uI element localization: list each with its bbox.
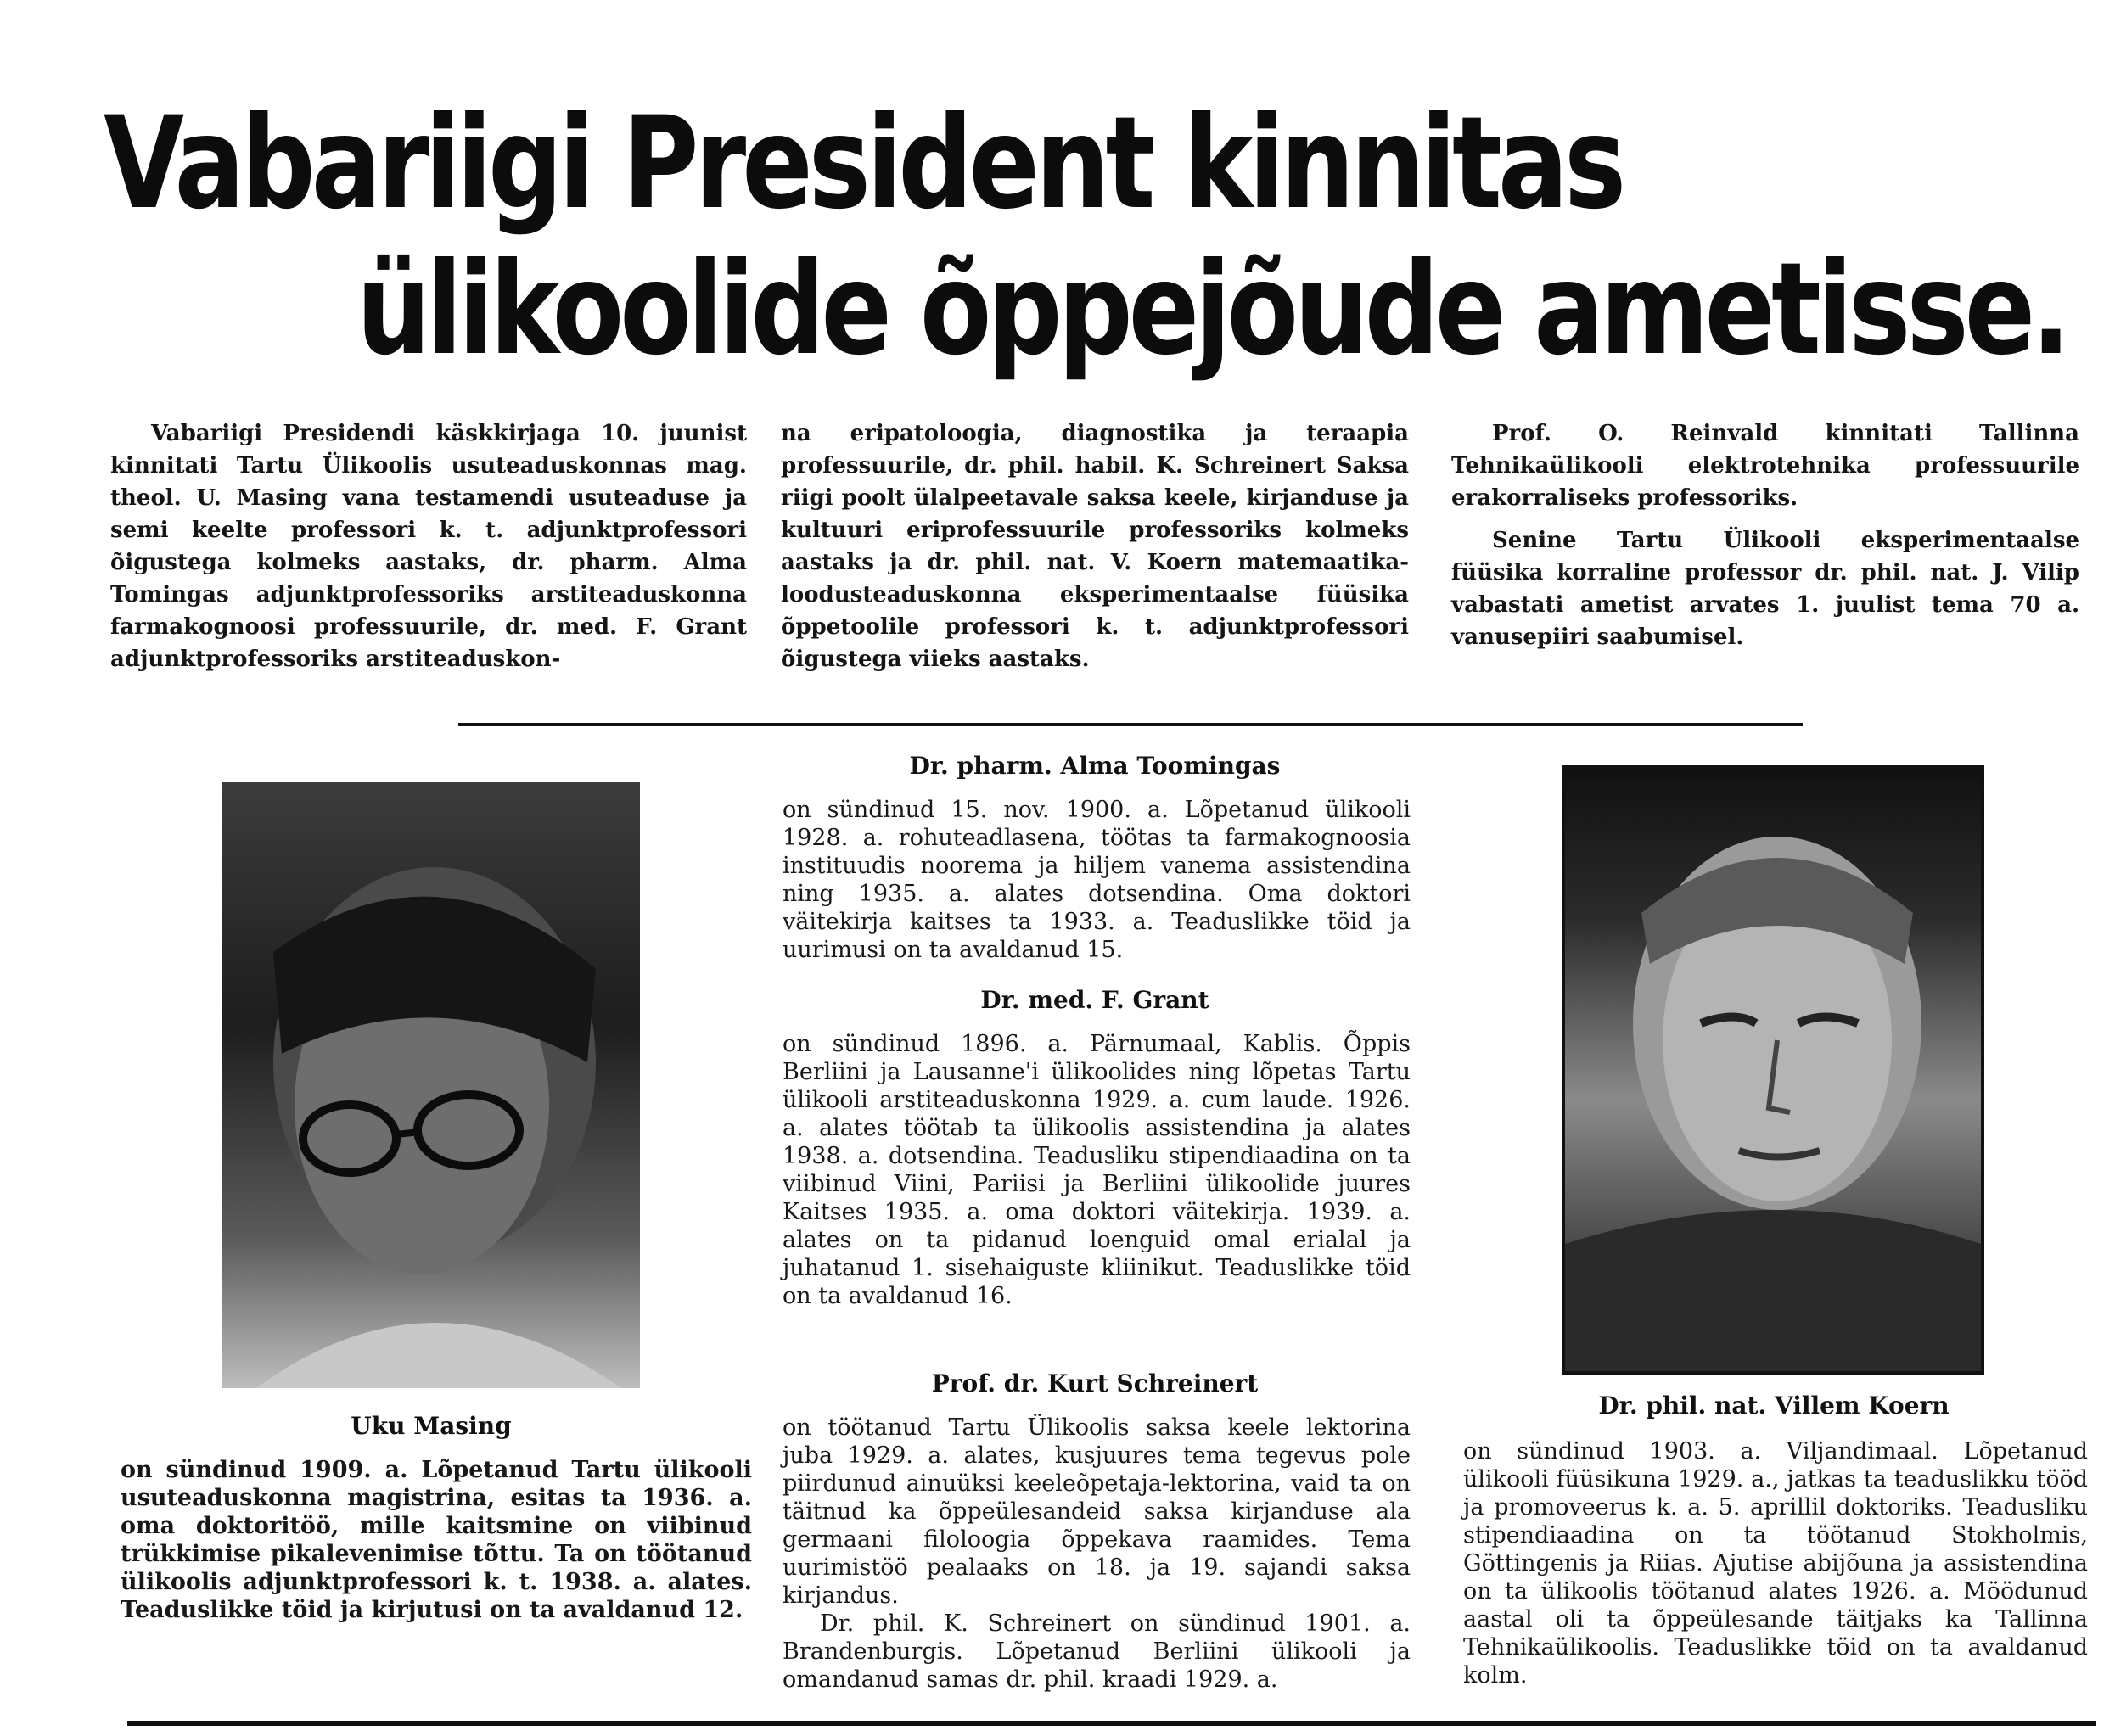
- lead-paragraph: Vabariigi Presidendi käskkirjaga 10. juunist kinnitati Tartu Ülikoolis usuteaduskonnas mag. theol. U. Masing vana testamendi usuteaduse ja semi keelte professori k. t. adjunktprofessori õigustega kolmeks aastaks, dr. pharm. Alma Tomingas adjunktprofessoriks arstiteaduskonna farmakognoosi professuurile, dr. med. F. Grant adjunktprofessoriks arstiteaduskon-: [110, 421, 747, 672]
- portrait-photo-masing: [222, 782, 640, 1388]
- lead-column-3: [1451, 417, 2079, 653]
- section-divider: [458, 723, 1803, 726]
- lead-paragraph: Prof. O. Reinvald kinnitati Tallinna Tehnikaülikooli elektrotehnika professuurile erakorraliseks professoriks.: [1451, 421, 2079, 511]
- bio-paragraph: on sündinud 1896. a. Pärnumaal, Kablis. Õppis Berliini ja Lausanne'i ülikoolides ning lõpetas Tartu ülikooli arstiteaduskonna 1929. a. cum laude. 1926. a. alates töötab ta ülikoolis assistendina ja alates 1938. a. dotsendina. Teadusliku stipendiaadina on ta viibinud Viini, Pariisi ja Berliini ülikoolide juures Kaitses 1935. a. oma doktori väitekirja. 1939. a. alates on ta pidanud loenguid omal erialal ja juhatanud 1. sisehaiguste kliinikut. Teaduslikke töid on ta avaldanud 16.: [783, 1031, 1411, 1309]
- bio-schreinert: [783, 1414, 1411, 1694]
- bio-masing: [121, 1456, 752, 1624]
- bio-paragraph: on sündinud 1909. a. Lõpetanud Tartu ülikooli usuteaduskonna magistrina, esitas ta 1936. a. oma doktoritöö, mille kaitsmine on viibinud trükkimise pikalevenimise tõttu. Ta on töötanud ülikoolis adjunktprofessori k. t. 1938. a. alates. Teaduslikke töid ja kirjutusi on ta avaldanud 12.: [121, 1457, 752, 1623]
- lead-column-1: [110, 417, 747, 675]
- bio-toomingas: [783, 796, 1411, 964]
- heading-grant: Dr. med. F. Grant: [980, 986, 1209, 1014]
- bio-grant: [783, 1030, 1411, 1310]
- bottom-divider: [127, 1721, 2096, 1726]
- lead-paragraph: na eripatoloogia, diagnostika ja teraapia professuurile, dr. phil. habil. K. Schreinert Saksa riigi poolt ülalpeetavale saksa keele, kirjanduse ja kultuuri eriprofessuurile professoriks kolmeks aastaks ja dr. phil. nat. V. Koern matemaatika-loodusteaduskonna eksperimentaalse füüsika õppetoolile professori k. t. adjunktprofessori õigustega viieks aastaks.: [781, 421, 1409, 672]
- headline-line-2: ülikoolide õppejõude ametisse.: [356, 236, 2067, 384]
- bio-paragraph: on sündinud 15. nov. 1900. a. Lõpetanud ülikooli 1928. a. rohuteadlasena, töötas ta farmakognoosia instituudis noorema ja hiljem vanema assistendina ning 1935. a. alates dotsendina. Oma doktori väitekirja kaitses ta 1933. a. Teaduslikke töid ja uurimusi on ta avaldanud 15.: [783, 797, 1411, 963]
- heading-toomingas: Dr. pharm. Alma Toomingas: [909, 752, 1281, 780]
- lead-column-2: [781, 417, 1409, 675]
- bio-paragraph: on sündinud 1903. a. Viljandimaal. Lõpetanud ülikooli füüsikuna 1929. a., jatkas ta teaduslikku tööd ja promoveerus k. a. 5. aprillil doktoriks. Teadusliku stipendiaadina on ta töötanud Stokholmis, Göttingenis ja Riias. Ajutise abijõuna ja assistendina on ta ülikoolis töötanud alates 1926. a. Möödunud aastal oli ta õppeülesande täitjaks ka Tallinna Tehnikaülikoolis. Teaduslikke töid on ta avaldanud kolm.: [1463, 1438, 2088, 1688]
- bio-paragraph: on töötanud Tartu Ülikoolis saksa keele lektorina juba 1929. a. alates, kusjuures tema tegevus pole piirdunud ainuüksi keeleõpetaja-lektorina, vaid ta on täitnud ka õppeülesandeid saksa kirjanduse ala germaani filoloogia õppekava raamides. Tema uurimistöö pealaaks on 18. ja 19. sajandi saksa kirjandus.: [783, 1414, 1411, 1609]
- heading-schreinert: Prof. dr. Kurt Schreinert: [931, 1369, 1259, 1397]
- bio-paragraph: Dr. phil. K. Schreinert on sündinud 1901. a. Brandenburgis. Lõpetanud Berliini ülikooli ja omandanud samas dr. phil. kraadi 1929. a.: [783, 1610, 1411, 1693]
- bio-koern: [1463, 1437, 2088, 1689]
- lead-paragraph: Senine Tartu Ülikooli eksperimentaalse füüsika korraline professor dr. phil. nat. J. Vilip vabastati ametist arvates 1. juulist tema 70 a. vanusepiiri saabumisel.: [1451, 528, 2079, 650]
- portrait-photo-koern: [1562, 765, 1984, 1375]
- caption-koern: Dr. phil. nat. Villem Koern: [1598, 1392, 1950, 1420]
- caption-masing: Uku Masing: [351, 1412, 512, 1440]
- headline-line-1: Vabariigi President kinnitas: [104, 90, 1623, 238]
